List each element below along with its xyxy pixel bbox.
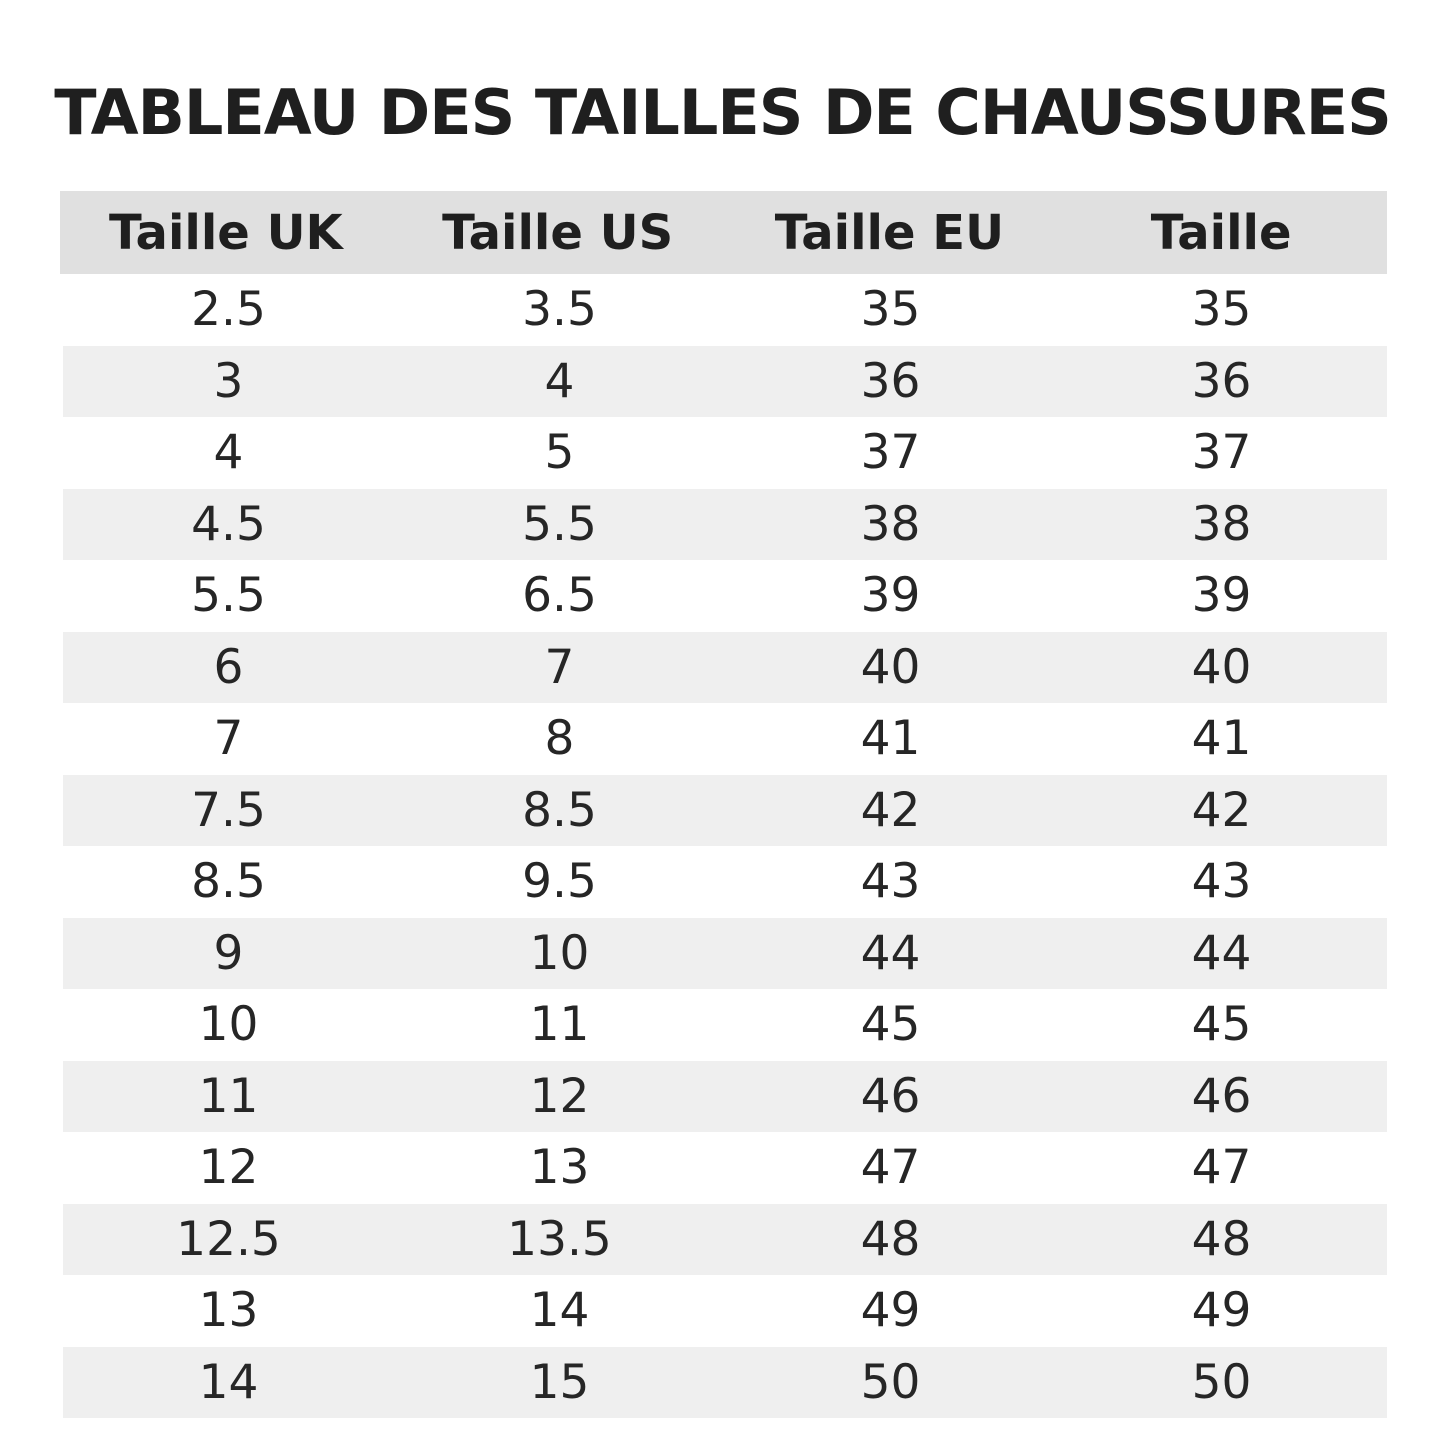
table-row (63, 846, 1387, 918)
cell-uk: 2.5 (191, 282, 266, 338)
size-table (60, 191, 1387, 1418)
cell-uk: 9 (213, 925, 244, 981)
cell-us: 14 (529, 1283, 590, 1339)
table-row (63, 417, 1387, 489)
cell-taille: 48 (1191, 1211, 1252, 1267)
table-row (63, 703, 1387, 775)
cell-eu: 50 (860, 1354, 921, 1410)
table-row (63, 1275, 1387, 1347)
column-header-us: Taille US (442, 204, 674, 261)
cell-taille: 45 (1191, 997, 1252, 1053)
cell-eu: 35 (860, 282, 921, 338)
cell-us: 13.5 (507, 1211, 612, 1267)
cell-uk: 8.5 (191, 854, 266, 910)
table-row (63, 775, 1387, 847)
cell-eu: 48 (860, 1211, 921, 1267)
cell-uk: 6 (213, 639, 244, 695)
column-header-eu: Taille EU (774, 204, 1005, 261)
cell-us: 7 (544, 639, 575, 695)
cell-eu: 36 (860, 353, 921, 409)
cell-us: 6.5 (522, 568, 597, 624)
cell-taille: 36 (1191, 353, 1252, 409)
cell-us: 11 (529, 997, 590, 1053)
table-row (63, 632, 1387, 704)
cell-us: 8.5 (522, 782, 597, 838)
cell-us: 8 (544, 711, 575, 767)
table-body (60, 274, 1387, 1418)
table-row (63, 1061, 1387, 1133)
cell-taille: 49 (1191, 1283, 1252, 1339)
table-row (63, 489, 1387, 561)
table-row (63, 989, 1387, 1061)
cell-uk: 12.5 (176, 1211, 281, 1267)
table-row (63, 560, 1387, 632)
cell-uk: 10 (198, 997, 259, 1053)
cell-uk: 14 (198, 1354, 259, 1410)
table-row (63, 918, 1387, 990)
column-header-taille: Taille (1150, 204, 1292, 261)
cell-us: 9.5 (522, 854, 597, 910)
cell-eu: 46 (860, 1068, 921, 1124)
cell-us: 15 (529, 1354, 590, 1410)
cell-uk: 4.5 (191, 496, 266, 552)
cell-uk: 7 (213, 711, 244, 767)
cell-eu: 37 (860, 425, 921, 481)
cell-eu: 43 (860, 854, 921, 910)
cell-taille: 40 (1191, 639, 1252, 695)
cell-uk: 12 (198, 1140, 259, 1196)
cell-taille: 43 (1191, 854, 1252, 910)
cell-uk: 13 (198, 1283, 259, 1339)
table-row (63, 274, 1387, 346)
cell-taille: 37 (1191, 425, 1252, 481)
cell-taille: 50 (1191, 1354, 1252, 1410)
cell-us: 5 (544, 425, 575, 481)
table-row (63, 1132, 1387, 1204)
table-row (63, 1347, 1387, 1419)
cell-eu: 39 (860, 568, 921, 624)
cell-taille: 35 (1191, 282, 1252, 338)
cell-uk: 5.5 (191, 568, 266, 624)
table-row (63, 1204, 1387, 1276)
cell-taille: 41 (1191, 711, 1252, 767)
cell-eu: 45 (860, 997, 921, 1053)
cell-us: 5.5 (522, 496, 597, 552)
cell-uk: 4 (213, 425, 244, 481)
cell-us: 13 (529, 1140, 590, 1196)
cell-eu: 40 (860, 639, 921, 695)
cell-eu: 42 (860, 782, 921, 838)
cell-eu: 41 (860, 711, 921, 767)
cell-us: 4 (544, 353, 575, 409)
cell-eu: 49 (860, 1283, 921, 1339)
cell-eu: 38 (860, 496, 921, 552)
cell-us: 10 (529, 925, 590, 981)
table-row (63, 346, 1387, 418)
cell-taille: 46 (1191, 1068, 1252, 1124)
cell-uk: 3 (213, 353, 244, 409)
cell-eu: 47 (860, 1140, 921, 1196)
cell-taille: 42 (1191, 782, 1252, 838)
cell-us: 12 (529, 1068, 590, 1124)
cell-taille: 44 (1191, 925, 1252, 981)
cell-taille: 39 (1191, 568, 1252, 624)
table-header-row (60, 191, 1387, 274)
cell-taille: 47 (1191, 1140, 1252, 1196)
cell-uk: 11 (198, 1068, 259, 1124)
column-header-uk: Taille UK (109, 204, 343, 261)
cell-eu: 44 (860, 925, 921, 981)
cell-uk: 7.5 (191, 782, 266, 838)
cell-taille: 38 (1191, 496, 1252, 552)
page-title: TABLEAU DES TAILLES DE CHAUSSURES (54, 76, 1391, 149)
cell-us: 3.5 (522, 282, 597, 338)
